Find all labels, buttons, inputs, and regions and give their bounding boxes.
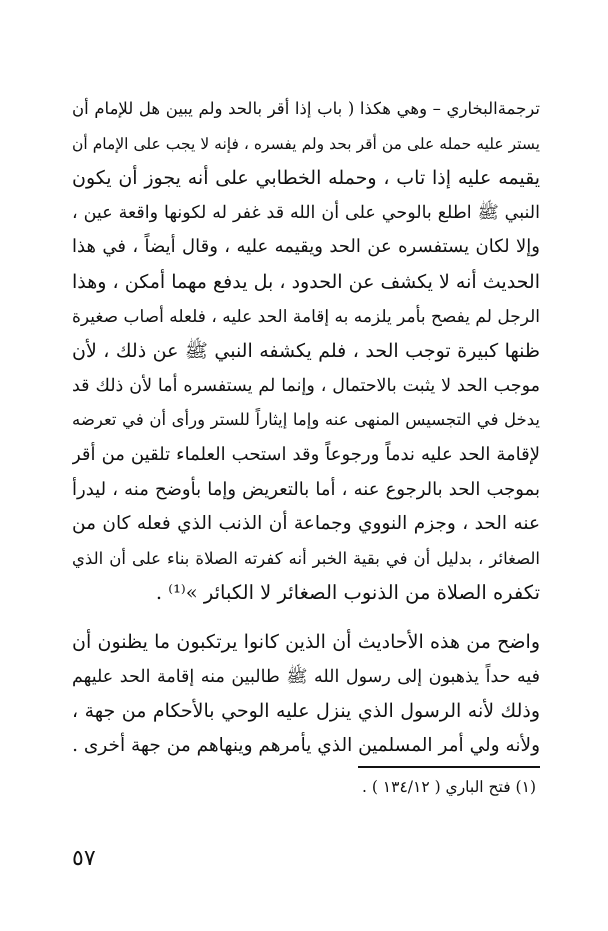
text-line: بموجب الحد بالرجوع عنه ، أما بالتعريض وإما بأوضح منه ، ليدرأ <box>72 478 540 500</box>
text-line: يستر عليه حمله على من أقر بحد ولم يفسره ، فإنه لا يجب على الإمام أن <box>72 134 540 153</box>
text-line: وإلا لكان يستفسره عن الحد ويقيمه عليه ، وقال أيضاً ، في هذا <box>72 236 540 258</box>
text-line: يقيمه عليه إذا تاب ، وحمله الخطابي على أنه يجوز أن يكون <box>72 167 540 190</box>
text-line: الحديث أنه لا يكشف عن الحدود ، بل يدفع مهما أمكن ، وهذا <box>72 270 540 293</box>
text-line: الصغائر ، بدليل أن في بقية الخبر أنه كفرته الصلاة بناء على أن الذي <box>72 548 540 568</box>
text-line: وذلك لأنه الرسول الذي ينزل عليه الوحي بالأحكام من جهة ، <box>72 700 540 723</box>
text-line: يدخل في التجسيس المنهى عنه وإما إيثاراً للستر ورأى أن في تعرضه <box>72 410 540 430</box>
text-line: تكفره الصلاة من الذنوب الصغائر لا الكبائر »⁽¹⁾ . <box>155 581 540 605</box>
footnote-divider <box>358 766 540 768</box>
text-line: ولأنه ولي أمر المسلمين الذي يأمرهم وينهاهم من جهة أخرى . <box>72 734 540 756</box>
text-line: فيه حداً يذهبون إلى رسول الله ﷺ طالبين منه إقامة الحد عليهم <box>72 666 540 687</box>
text-line: ظنها كبيرة توجب الحد ، فلم يكشفه النبي ﷺ عن ذلك ، لأن <box>72 340 540 363</box>
paragraph-2 <box>72 625 540 763</box>
text-line: الرجل لم يفصح بأمر يلزمه به إقامة الحد عليه ، فلعله أصاب صغيرة <box>72 306 540 327</box>
paragraph-1 <box>72 92 540 611</box>
main-text <box>72 92 540 763</box>
footnote: (١) فتح الباري ( ١٣٤/١٢ ) . <box>361 778 536 796</box>
page-number: ٥٧ <box>72 846 96 871</box>
text-line: ترجمةالبخاري – وهي هكذا ( باب إذا أقر بالحد ولم يبين هل للإمام أن <box>72 99 540 118</box>
paragraph-gap <box>72 611 540 625</box>
text-line: لإقامة الحد عليه ندماً ورجوعاً وقد استحب العلماء تلقين من أقر <box>72 443 540 465</box>
text-line: موجب الحد لا يثبت بالاحتمال ، وإنما لم يستفسره أما لأن ذلك قد <box>72 375 540 396</box>
text-line: واضح من هذه الأحاديث أن الذين كانوا يرتكبون ما يظنون أن <box>72 630 540 653</box>
text-line: النبي ﷺ اطلع بالوحي على أن الله قد غفر له لكونها واقعة عين ، <box>72 202 540 223</box>
text-line: عنه الحد ، وجزم النووي وجماعة أن الذنب الذي فعله كان من <box>72 513 540 535</box>
